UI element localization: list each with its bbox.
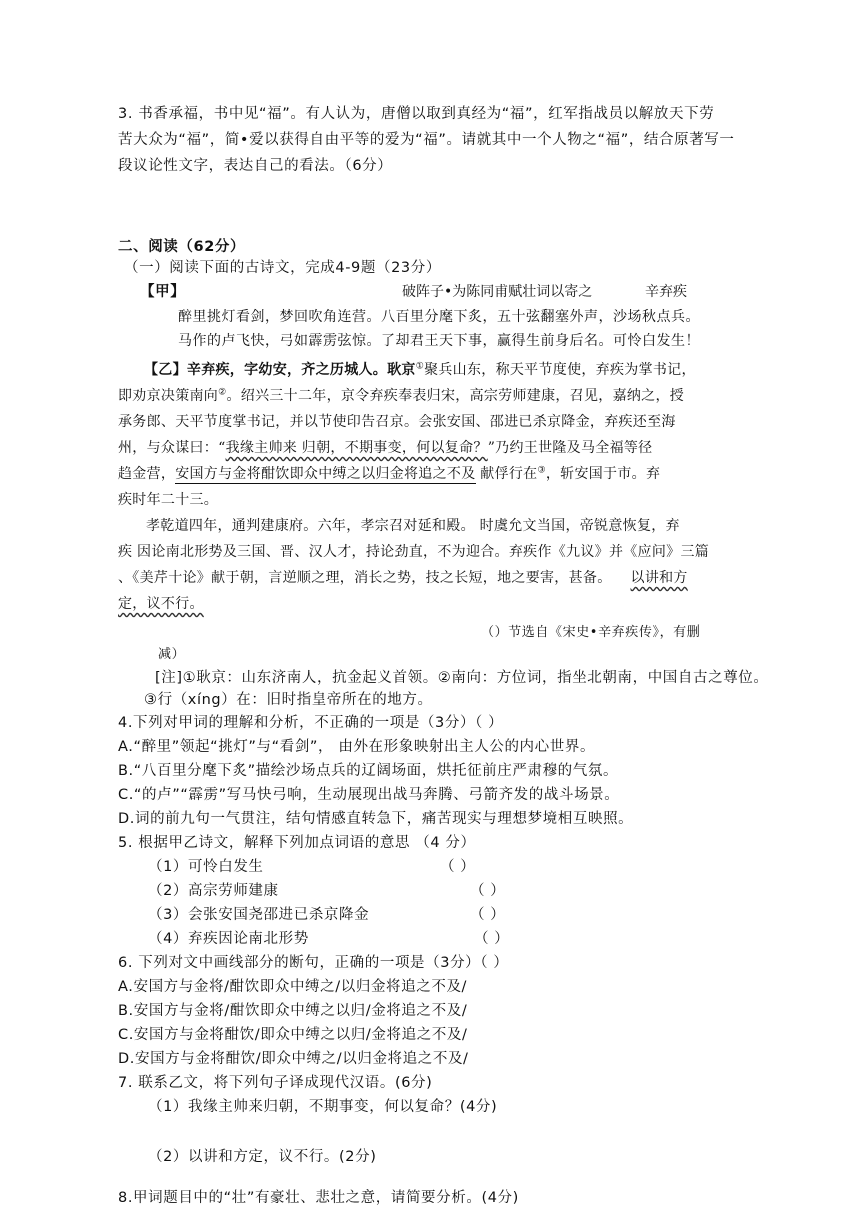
yi-text: 。绍兴三十二年，京令弃疾奉表归宋，高宗劳师建康，召见，嘉纳之，授 — [226, 388, 685, 404]
note-marker-3: ③ — [537, 465, 546, 476]
poem-author: 辛弃疾 — [645, 284, 687, 300]
q4-option-b: B.“八百里分麾下炙”描绘沙场点兵的辽阔场面，烘托征前庄严肃穆的气氛。 — [118, 763, 619, 779]
q6-option-d: D.安国方与金将酣饮/即众中缚之/以归金将追之不及/ — [118, 1051, 469, 1067]
underlined-sentence: 安国方与金将酣饮即众中缚之以归金将追之不及 — [175, 466, 476, 482]
note-marker-1: ① — [415, 361, 425, 372]
q5-answer-blank-4[interactable]: （ ） — [474, 931, 510, 947]
yi-text: 【乙】辛弃疾，字幼安，齐之历城人。耿京 — [144, 362, 416, 378]
yi-line-3: 承务郎、天平节度掌书记，并以节使印告召京。会张安国、邵进已杀京降金，弃疾还至海 — [118, 414, 676, 430]
wavy-underline-sentence: 我缘主帅来 归朝，不期事变，何以复命？ — [225, 440, 488, 456]
notes-line-2: ③行（xíng）在：旧时指皇帝所在的地方。 — [144, 692, 433, 708]
note-marker-2: ② — [218, 387, 227, 398]
source-citation-end: 减） — [158, 647, 186, 662]
poem-title: 破阵子•为陈同甫赋壮词以寄之 — [402, 284, 593, 300]
q5-answer-blank-1[interactable]: （ ） — [440, 859, 476, 875]
wavy-underline-sentence-2-end: 定，议不行。 — [118, 596, 204, 612]
yi-text: 聚兵山东，称天平节度使，弃疾为掌书记， — [424, 362, 696, 378]
section-subtitle: （一）阅读下面的古诗文，完成4-9题（23分） — [124, 260, 441, 276]
yi-line-4 — [118, 438, 652, 458]
q3-line-1: 3. 书香承福，书中见“福”。有人认为，唐僧以取到真经为“福”，红军指战员以解放天下劳 — [118, 106, 715, 122]
yi-text: 即劝京决策南向 — [118, 388, 219, 404]
q3-line-2: 苦大众为“福”，简•爱以获得自由平等的爱为“福”。请就其中一个人物之“福”，结合原著写一 — [118, 132, 735, 148]
q8-stem: 8.甲词题目中的“壮”有豪壮、悲壮之意，请简要分析。(4分) — [118, 1190, 519, 1206]
q6-stem: 6. 下列对文中画线部分的断句，正确的一项是（3分）（ ） — [118, 955, 509, 971]
q7-item-1: （1）我缘主帅来归朝，不期事变，何以复命？(4分) — [148, 1099, 498, 1115]
jia-tag: 【甲】 — [140, 284, 186, 300]
section-title: 二、阅读（62分） — [118, 239, 246, 255]
yi-text: 献俘行在 — [475, 466, 538, 482]
q5-answer-blank-3[interactable]: （ ） — [470, 907, 506, 923]
yi-line-1 — [144, 360, 696, 380]
yi-line-10 — [118, 594, 204, 614]
yi-text: 州，与众谋曰：“ — [118, 440, 226, 456]
yi-text: 趋金营， — [118, 466, 176, 482]
q4-option-d: D.词的前九句一气贯注，结句情感直转急下，痛苦现实与理想梦境相互映照。 — [118, 811, 634, 827]
q4-option-c: C.“的卢”“霹雳”写马快弓响，生动展现出战马奔腾、弓箭齐发的战斗场景。 — [118, 787, 620, 803]
notes-line-1: [注]①耿京：山东济南人，抗金起义首领。②南向：方位词，指坐北朝南，中国自古之尊位。 — [155, 670, 769, 686]
yi-text: ”乃约王世隆及马全福等径 — [487, 440, 653, 456]
q6-option-a: A.安国方与金将/酣饮即众中缚之/以归金将追之不及/ — [118, 979, 468, 995]
q4-stem: 4.下列对甲词的理解和分析，不正确的一项是（3分）（ ） — [118, 715, 504, 731]
yi-text: 、《美芹十论》献于朝，言逆顺之理，消长之势，技之长短，地之要害，甚备。 — [118, 570, 612, 586]
q6-option-b: B.安国方与金将/酣饮即众中缚之以归/金将追之不及/ — [118, 1003, 468, 1019]
q5-item-3: （3）会张安国尧邵进已杀京降金 — [148, 907, 370, 923]
q5-item-4: （4）弃疾因论南北形势 — [148, 931, 309, 947]
q7-item-2: （2）以讲和方定，议不行。(2分) — [148, 1149, 377, 1165]
q5-item-2: （2）高宗劳师建康 — [148, 883, 279, 899]
poem-line-2: 马作的卢飞快，弓如霹雳弦惊。了却君王天下事，赢得生前身后名。可怜白发生！ — [178, 333, 700, 349]
q4-option-a: A.“醉里”领起“挑灯”与“看剑”， 由外在形象映射出主人公的内心世界。 — [118, 739, 596, 755]
source-citation: （）节选自《宋史•辛弃疾传》，有删 — [481, 625, 701, 640]
q5-item-1: （1）可怜白发生 — [148, 859, 264, 875]
q5-stem: 5. 根据甲乙诗文，解释下列加点词语的意思 （4 分） — [118, 835, 476, 851]
yi-line-6: 疾时年二十三。 — [118, 492, 219, 508]
poem-line-1: 醉里挑灯看剑，梦回吹角连营。八百里分麾下炙，五十弦翻塞外声，沙场秋点兵。 — [178, 309, 700, 325]
q3-line-3: 段议论性文字，表达自己的看法。（6分） — [118, 158, 393, 174]
yi-line-2 — [118, 386, 684, 406]
q5-answer-blank-2[interactable]: （ ） — [470, 883, 506, 899]
yi-text: ，斩安国于市。弃 — [545, 466, 661, 482]
q7-stem: 7. 联系乙文，将下列句子译成现代汉语。(6分) — [118, 1075, 433, 1091]
wavy-underline-sentence-2: 以讲和方 — [630, 570, 688, 586]
yi-line-5 — [118, 464, 660, 484]
yi-line-8: 疾 因论南北形势及三国、晋、汉人才，持论劲直，不为迎合。弃疾作《九议》并《应问》三篇 — [118, 544, 710, 560]
yi-line-7: 孝乾道四年，通判建康府。六年，孝宗召对延和殿。 时虞允文当国，帝锐意恢复，弃 — [146, 518, 680, 534]
yi-line-9 — [118, 568, 688, 588]
q6-option-c: C.安国方与金将酣饮/即众中缚之以归/金将追之不及/ — [118, 1027, 468, 1043]
